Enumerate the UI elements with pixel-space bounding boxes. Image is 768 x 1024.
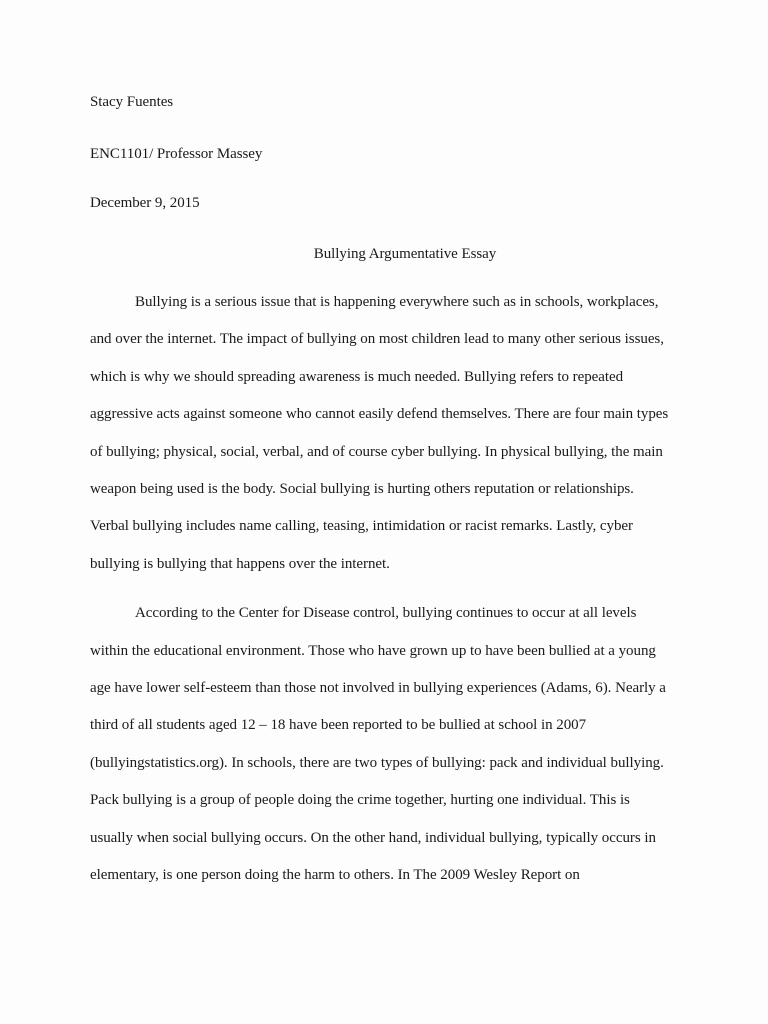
author-name: Stacy Fuentes: [90, 94, 174, 110]
essay-body: [90, 284, 673, 895]
course-info: ENC1101/ Professor Massey: [90, 146, 263, 162]
essay-date: December 9, 2015: [90, 195, 200, 211]
paragraph-2: According to the Center for Disease control, bullying continues to occur at all levels within the educational environment. Those who have grown up to have been bullied at a young age have lower self-esteem than those not involved in bullying experiences (Adams, 6). Nearly a third of all students aged 12 – 18 have been reported to be bullied at school in 2007 (bullyingstatistics.org). In schools, there are two types of bullying: pack and individual bullying. Pack bullying is a group of people doing the crime together, hurting one individual. This is usually when social bullying occurs. On the other hand, individual bullying, typically occurs in elementary, is one person doing the harm to others. In The 2009 Wesley Report on: [90, 605, 666, 884]
paragraph-1: Bullying is a serious issue that is happening everywhere such as in schools, workplaces, and over the internet. The impact of bullying on most children lead to many other serious issues, which is why we should spreading awareness is much needed. Bullying refers to repeated aggressive acts against someone who cannot easily defend themselves. There are four main types of bullying; physical, social, verbal, and of course cyber bullying. In physical bullying, the main weapon being used is the body. Social bullying is hurting others reputation or relationships. Verbal bullying includes name calling, teasing, intimidation or racist remarks. Lastly, cyber bullying is bullying that happens over the internet.: [90, 294, 669, 572]
essay-title: Bullying Argumentative Essay: [313, 246, 497, 262]
